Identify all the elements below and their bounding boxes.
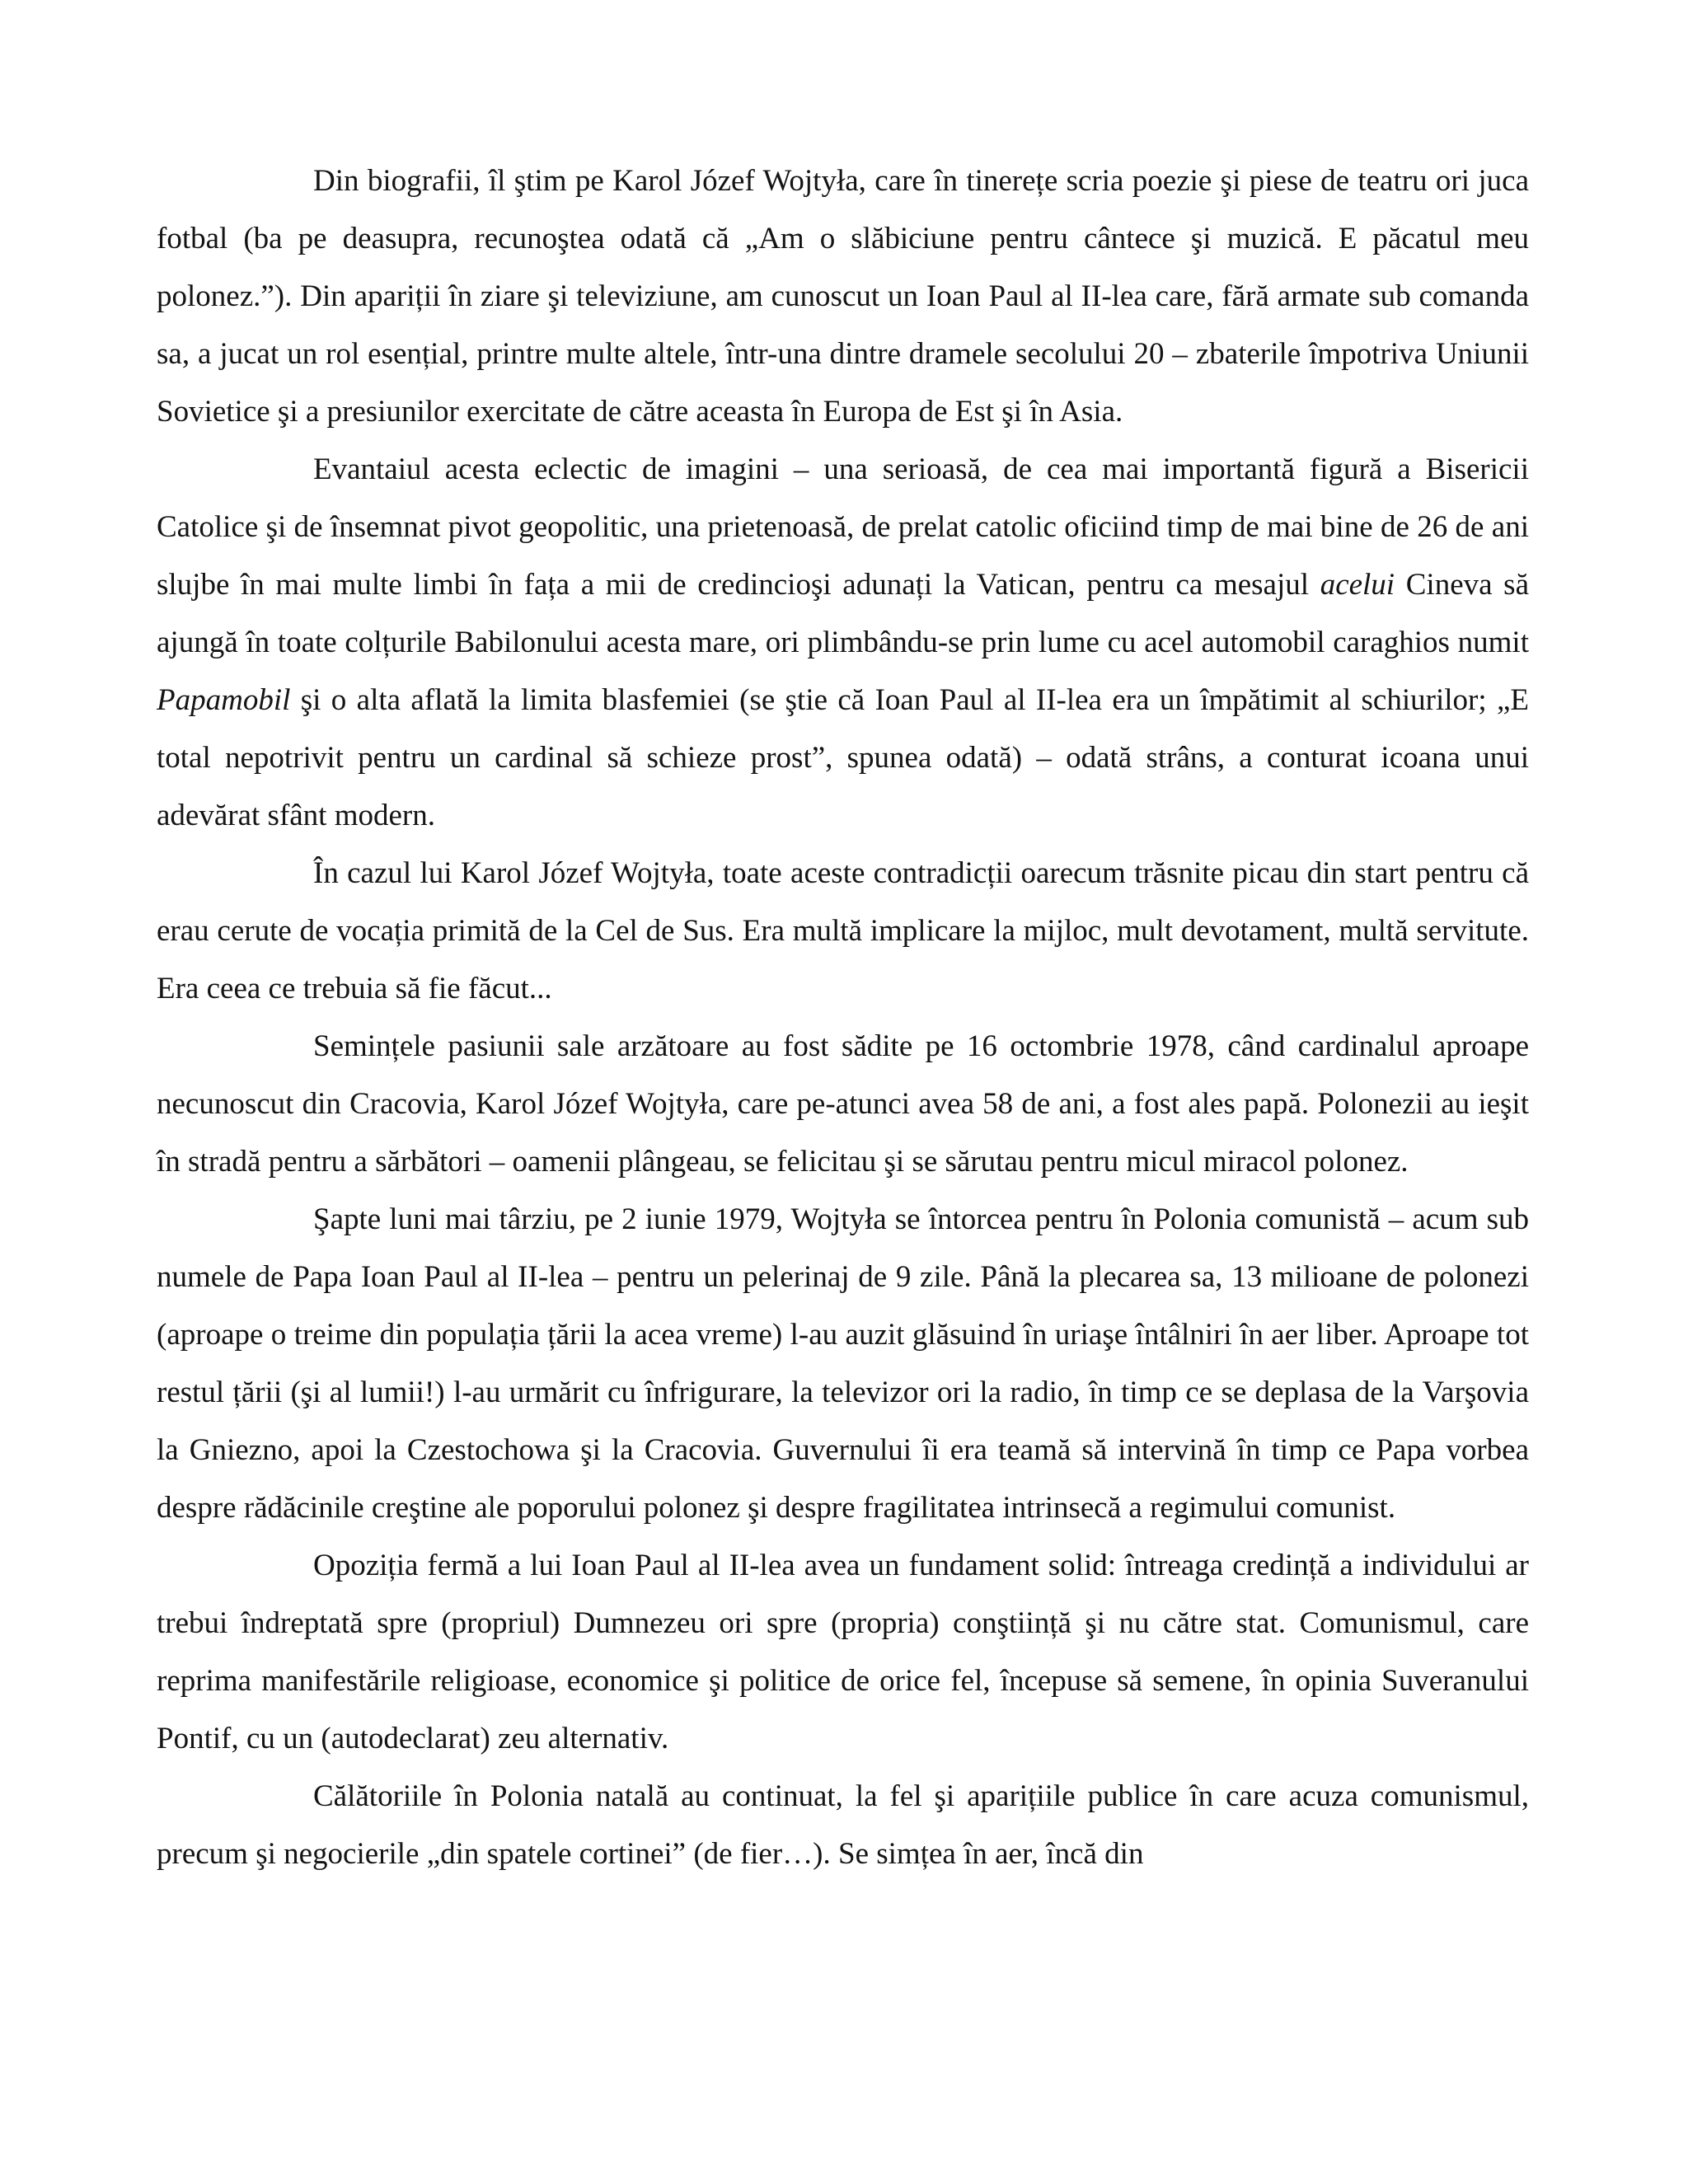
paragraph-4-text: Semințele pasiunii sale arzătoare au fost sădite pe 16 octombrie 1978, când cardinalul aproape necunoscut din Cracovia, Karol Józef Wojtyła, care pe-atunci avea 58 de ani, a fost ales papă. Polonezii au ieşit în stradă pentru a sărbători – oamenii plângeau, se felicitau şi se sărutau pentru micul miracol polonez. xyxy=(157,1029,1529,1179)
paragraph-2 xyxy=(157,441,1529,845)
paragraph-5-text: Şapte luni mai târziu, pe 2 iunie 1979, Wojtyła se întorcea pentru în Polonia comunistă – acum sub numele de Papa Ioan Paul al II-lea – pentru un pelerinaj de 9 zile. Până la plecarea sa, 13 milioane de polonezi (aproape o treime din populația țării la acea vreme) l-au auzit glăsuind în uriaşe întâlniri în aer liber. Aproape tot restul țării (şi al lumii!) l-au urmărit cu înfrigurare, la televizor ori la radio, în timp ce se deplasa de la Varşovia la Gniezno, apoi la Czestochowa şi la Cracovia. Guvernului îi era teamă să intervină în timp ce Papa vorbea despre rădăcinile creştine ale poporului polonez şi despre fragilitatea intrinsecă a regimului comunist. xyxy=(157,1202,1529,1525)
paragraph-7 xyxy=(157,1768,1529,1883)
paragraph-3 xyxy=(157,845,1529,1018)
paragraph-6 xyxy=(157,1537,1529,1768)
paragraph-6-text: Opoziția fermă a lui Ioan Paul al II-lea avea un fundament solid: întreaga credință a individului ar trebui îndreptată spre (propriul) Dumnezeu ori spre (propria) conştiință şi nu către stat. Comunismul, care reprima manifestările religioase, economice şi politice de orice fel, începuse să semene, în opinia Suveranului Pontif, cu un (autodeclarat) zeu alternativ. xyxy=(157,1549,1529,1755)
paragraph-3-text: În cazul lui Karol Józef Wojtyła, toate aceste contradicții oarecum trăsnite picau din start pentru că erau cerute de vocația primită de la Cel de Sus. Era multă implicare la mijloc, mult devotament, multă servitute. Era ceea ce trebuia să fie făcut... xyxy=(157,856,1529,1005)
emphasis-papamobil: Papamobil xyxy=(157,683,291,717)
emphasis-acelui: acelui xyxy=(1320,568,1395,602)
paragraph-7-text: Călătoriile în Polonia natală au continuat, la fel şi aparițiile publice în care acuza comunismul, precum şi negocierile „din spatele cortinei” (de fier…). Se simțea în aer, încă din xyxy=(157,1779,1529,1871)
paragraph-2-text-c: şi o alta aflată la limita blasfemiei (se ştie că Ioan Paul al II-lea era un împătimit al schiurilor; „E total nepotrivit pentru un cardinal să schieze prost”, spunea odată) – odată strâns, a conturat icoana unui adevărat sfânt modern. xyxy=(157,683,1529,832)
paragraph-2-text-b: Cineva să ajungă în toate colțurile Babilonului acesta mare, ori plimbându-se prin lume cu acel automobil caraghios numit xyxy=(157,568,1529,659)
paragraph-5 xyxy=(157,1191,1529,1537)
body-text xyxy=(157,152,1529,1883)
paragraph-4 xyxy=(157,1018,1529,1191)
paragraph-2-text-a: Evantaiul acesta eclectic de imagini – una serioasă, de cea mai importantă figură a Bisericii Catolice şi de însemnat pivot geopolitic, una prietenoasă, de prelat catolic oficiind timp de mai bine de 26 de ani slujbe în mai multe limbi în fața a mii de credincioşi adunați la Vatican, pentru ca mesajul xyxy=(157,452,1529,602)
paragraph-1 xyxy=(157,152,1529,441)
paragraph-1-text: Din biografii, îl ştim pe Karol Józef Wojtyła, care în tinerețe scria poezie şi piese de teatru ori juca fotbal (ba pe deasupra, recunoştea odată că „Am o slăbiciune pentru cântece şi muzică. E păcatul meu polonez.”). Din apariții în ziare şi televiziune, am cunoscut un Ioan Paul al II-lea care, fără armate sub comanda sa, a jucat un rol esențial, printre multe altele, într-una dintre dramele secolului 20 – zbaterile împotriva Uniunii Sovietice şi a presiunilor exercitate de către aceasta în Europa de Est şi în Asia. xyxy=(157,164,1529,429)
